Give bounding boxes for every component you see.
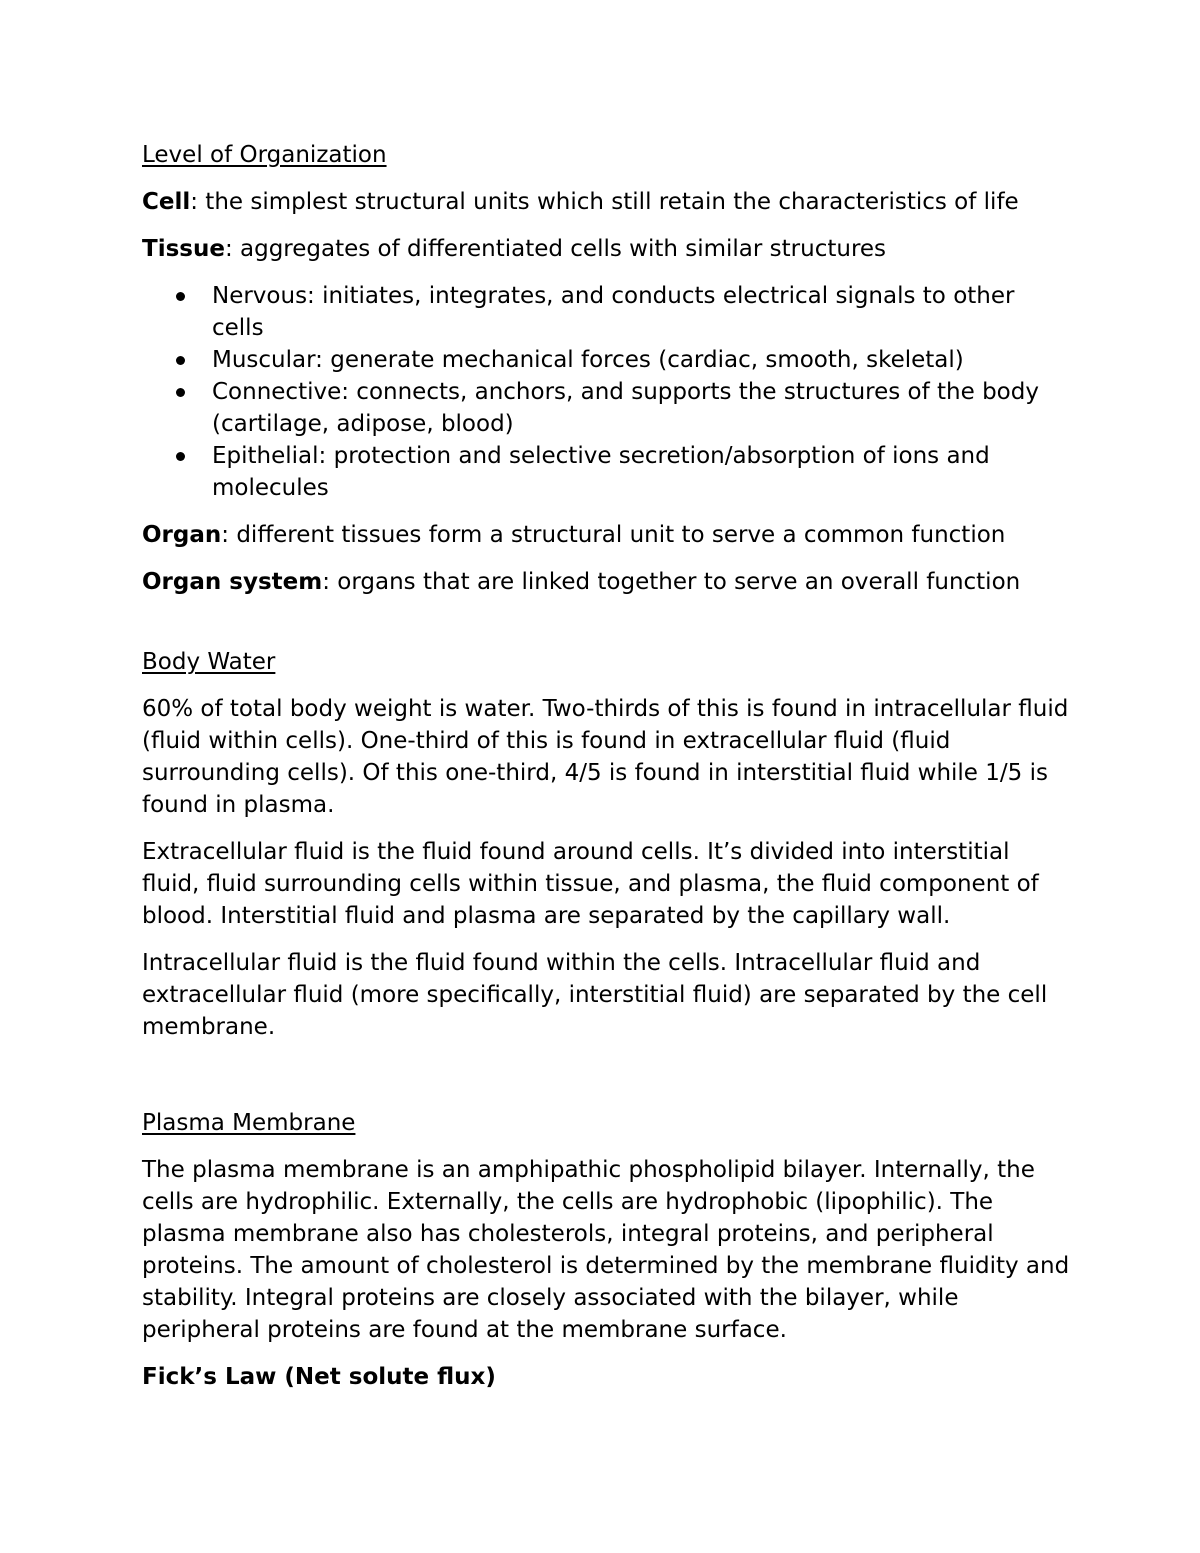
- bullet-icon: [176, 292, 185, 301]
- definition-text: : different tissues form a structural unit to serve a common function: [221, 522, 1006, 548]
- list-item: [142, 344, 1072, 376]
- section-heading-plasma-membrane: Plasma Membrane: [142, 1110, 356, 1136]
- definition-term: Organ system: [142, 569, 323, 595]
- paragraph-body-water-2: Extracellular fluid is the fluid found around cells. It’s divided into interstitial fluid, fluid surrounding cells within tissue, and plasma, the fluid component of blood. Interstitial fluid and plasma are separated by the capillary wall.: [142, 839, 1039, 929]
- definition-term: Cell: [142, 189, 191, 215]
- paragraph-body-water-1: 60% of total body weight is water. Two-thirds of this is found in intracellular fluid (fluid within cells). One-third of this is found in extracellular fluid (fluid surrounding cells). Of this one-third, 4/5 is found in interstitial fluid while 1/5 is found in plasma.: [142, 696, 1069, 818]
- list-item-text: Nervous: initiates, integrates, and conducts electrical signals to other cells: [212, 283, 1015, 341]
- bullet-icon: [176, 452, 185, 461]
- definition-tissue: [142, 233, 1072, 265]
- definition-text: : organs that are linked together to serve an overall function: [322, 569, 1021, 595]
- list-item: [142, 440, 1072, 504]
- bullet-icon: [176, 388, 185, 397]
- list-item-text: Epithelial: protection and selective secretion/absorption of ions and molecules: [212, 443, 990, 501]
- definition-text: : the simplest structural units which still retain the characteristics of life: [190, 189, 1019, 215]
- list-item: [142, 280, 1072, 344]
- list-item-text: Connective: connects, anchors, and supports the structures of the body (cartilage, adipose, blood): [212, 379, 1039, 437]
- definition-term: Organ: [142, 522, 222, 548]
- definition-organ: [142, 519, 1072, 551]
- document-page: [142, 139, 1072, 1393]
- definition-cell: [142, 186, 1072, 218]
- section-heading-body-water: Body Water: [142, 649, 276, 675]
- subheading-ficks-law: Fick’s Law (Net solute flux): [142, 1364, 496, 1390]
- section-heading-level-of-organization: Level of Organization: [142, 142, 387, 168]
- definition-term: Tissue: [142, 236, 225, 262]
- list-item-text: Muscular: generate mechanical forces (cardiac, smooth, skeletal): [212, 347, 964, 373]
- paragraph-plasma-membrane-1: The plasma membrane is an amphipathic phospholipid bilayer. Internally, the cells are hydrophilic. Externally, the cells are hydrophobic (lipophilic). The plasma membrane also has cholesterols, integral proteins, and peripheral proteins. The amount of cholesterol is determined by the membrane fluidity and stability. Integral proteins are closely associated with the bilayer, while peripheral proteins are found at the membrane surface.: [142, 1157, 1070, 1343]
- list-item: [142, 376, 1072, 440]
- definition-organ-system: [142, 566, 1072, 598]
- definition-text: : aggregates of differentiated cells with similar structures: [224, 236, 887, 262]
- paragraph-body-water-3: Intracellular fluid is the fluid found within the cells. Intracellular fluid and extracellular fluid (more specifically, interstitial fluid) are separated by the cell membrane.: [142, 950, 1048, 1040]
- tissue-types-list: [142, 280, 1072, 504]
- bullet-icon: [176, 356, 185, 365]
